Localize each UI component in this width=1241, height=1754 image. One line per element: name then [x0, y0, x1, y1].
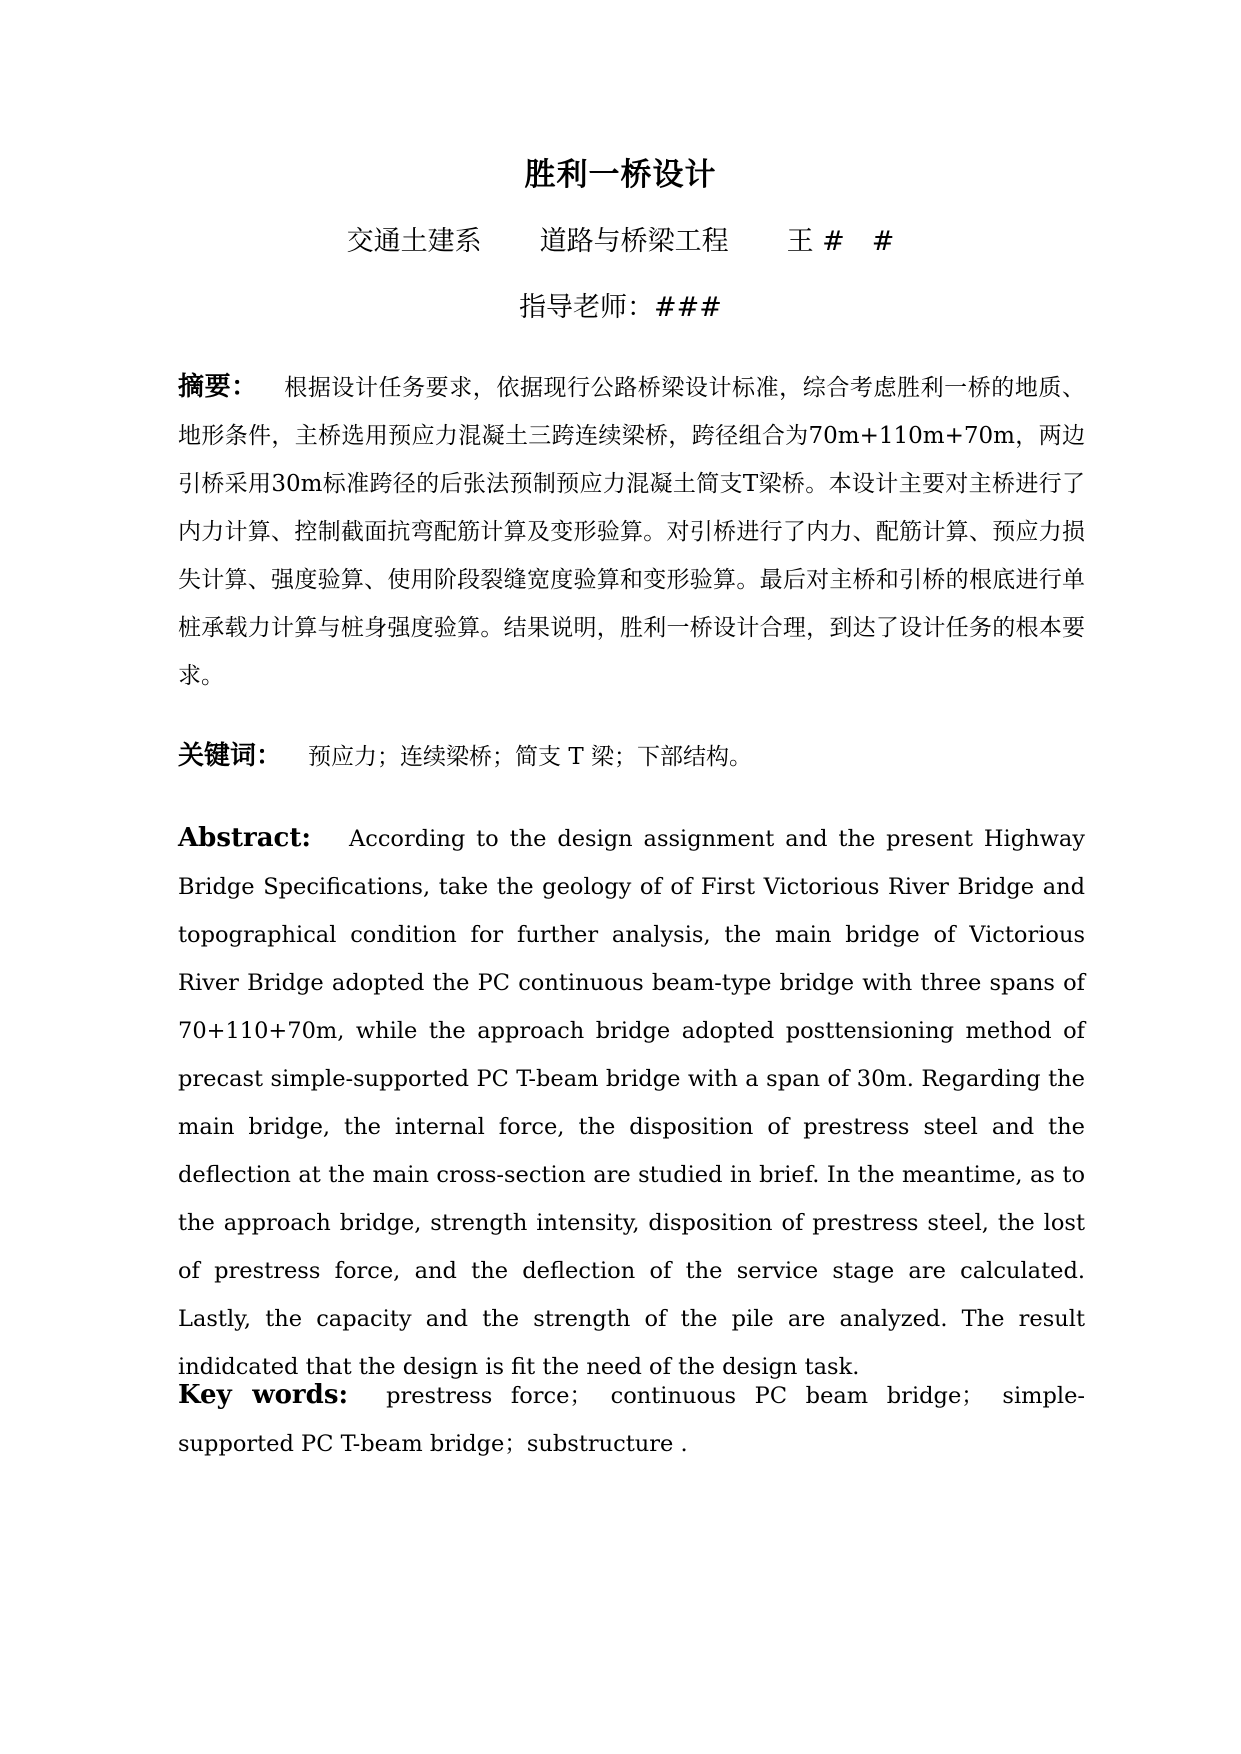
abstract-en-text: According to the design assignment and the present Highway Bridge Specifications, take the geology of of First Victorious River Bridge and topographical condition for further analysis, the main bridge of Victorious River Bridge adopted the PC continuous beam-type bridge with three spans of 70+110+70m, while the approach bridge adopted posttensioning method of precast simple-supported PC T-beam bridge with a span of 30m. Regarding the main bridge, the internal force, the disposition of prestress steel and the deflection at the main cross-section are studied in brief. In the meantime, as to the approach bridge, strength intensity, disposition of prestress steel, the lost of prestress force, and the deflection of the service stage are calculated. Lastly, the capacity and the strength of the pile are analyzed. The result indidcated that the design is fit the need of the design task.	[178, 826, 1085, 1380]
document-title: 胜利一桥设计	[524, 157, 717, 193]
abstract-cn-label: 摘要：	[178, 372, 258, 402]
keywords-cn-label: 关键词：	[178, 741, 283, 771]
advisor-line: 指导老师：###	[519, 292, 722, 323]
keywords-cn-text: 预应力；连续梁桥；简支 T 梁；下部结构。	[308, 744, 752, 770]
abstract-en	[178, 814, 1085, 1391]
keywords-en	[178, 1371, 1085, 1468]
abstract-en-label: Abstract:	[178, 823, 311, 853]
keywords-en-label: Key words:	[178, 1380, 349, 1410]
keywords-en-text: prestress force； continuous PC beam bridge； simple-supported PC T-beam bridge；substructure .	[178, 1383, 1085, 1457]
abstract-cn	[178, 363, 1085, 700]
major: 道路与桥梁工程	[539, 226, 729, 257]
department: 交通土建系	[346, 226, 482, 257]
keywords-cn	[178, 732, 1085, 781]
byline	[0, 217, 1241, 267]
abstract-cn-text: 根据设计任务要求，依据现行公路桥梁设计标准，综合考虑胜利一桥的地质、地形条件，主桥选用预应力混凝土三跨连续梁桥，跨径组合为70m+110m+70m，两边引桥采用30m标准跨径的后张法预制预应力混凝土简支T梁桥。本设计主要对主桥进行了内力计算、控制截面抗弯配筋计算及变形验算。对引桥进行了内力、配筋计算、预应力损失计算、强度验算、使用阶段裂缝宽度验算和变形验算。最后对主桥和引桥的根底进行单桩承载力计算与桩身强度验算。结果说明，胜利一桥设计合理，到达了设计任务的根本要求。	[178, 375, 1085, 689]
author: 王 # #	[786, 226, 895, 257]
